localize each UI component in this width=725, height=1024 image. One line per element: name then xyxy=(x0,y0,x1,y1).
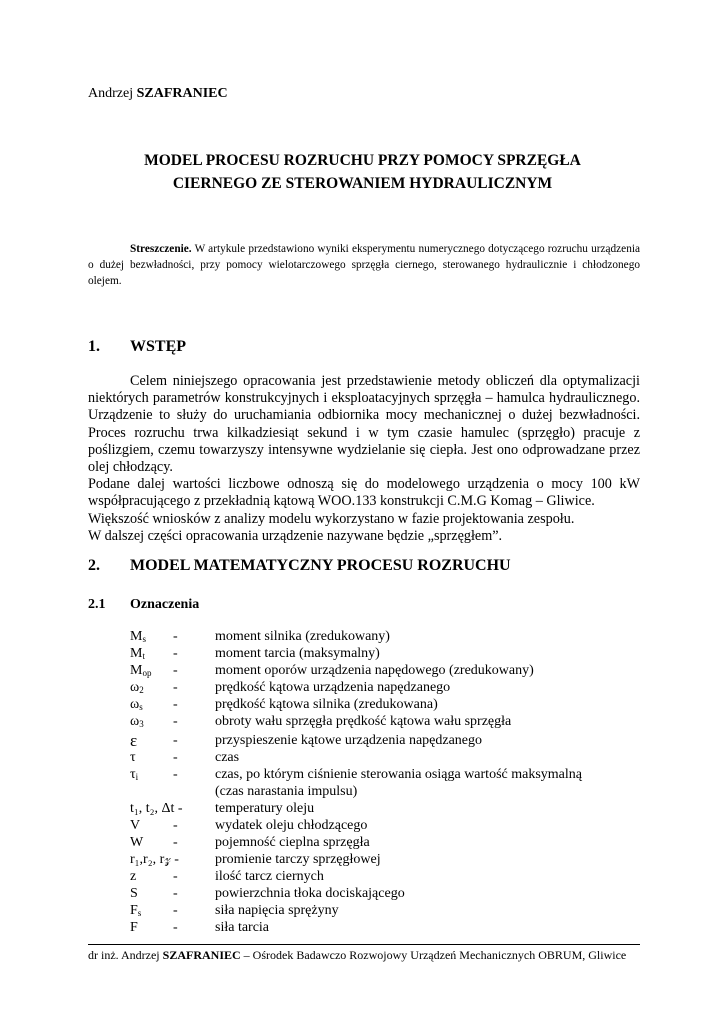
symbol: $\omega_3$ xyxy=(130,714,144,729)
subsection-2-1-title: Oznaczenia xyxy=(130,597,200,612)
footer-rule xyxy=(88,944,640,945)
symbol-dash: - xyxy=(173,903,178,918)
symbol-description: moment tarcia (maksymalny) xyxy=(215,646,380,661)
section-2-number: 2. xyxy=(88,557,100,574)
section-1-title: WSTĘP xyxy=(130,338,187,355)
footer-prefix: dr inż. Andrzej xyxy=(88,948,163,962)
symbol-description: czas, po którym ciśnienie sterowania osiąga wartość maksymalną xyxy=(215,767,582,782)
symbol: $\omega_s$ xyxy=(130,697,143,712)
symbol-dash: - xyxy=(173,697,178,712)
symbol-dash: - xyxy=(173,680,178,695)
symbol-description: temperatury oleju xyxy=(215,801,315,816)
symbol-description: czas xyxy=(215,750,240,765)
abstract-text: W artykule przedstawiono wyniki eksperymentu numerycznego dotyczącego rozruchu urządzenia o dużej bezwładności, przy pomocy wielotarczowego sprzęgła ciernego, sterowanego hydraulicznie i chłodzonego olejem. xyxy=(88,243,641,287)
symbol-dash: - xyxy=(173,646,178,661)
footer xyxy=(88,948,626,963)
intro-paragraph-2: Podane dalej wartości liczbowe odnoszą się do modelowego urządzenia o mocy 100 kW współpracującego z przekładnią kątową WOO.133 konstrukcji C.M.G Komag – Gliwice. xyxy=(88,476,640,510)
symbol: F xyxy=(130,920,138,935)
symbol-description: obroty wału sprzęgła prędkość kątowa wału sprzęgła xyxy=(215,714,512,729)
author-line xyxy=(88,86,228,102)
symbol-description: przyspieszenie kątowe urządzenia napędzanego xyxy=(215,733,483,748)
symbol: S xyxy=(130,886,138,901)
symbol-description: promienie tarczy sprzęgłowej xyxy=(215,852,381,867)
symbol: $M_{op}$ xyxy=(130,663,152,678)
symbol-dash: - xyxy=(173,869,178,884)
author-last-name: SZAFRANIEC xyxy=(136,86,228,101)
symbol-description: prędkość kątowa urządzenia napędzanego xyxy=(215,680,451,695)
footer-name: SZAFRANIEC xyxy=(162,948,241,962)
symbol-dash: - xyxy=(173,750,178,765)
symbol-description: powierzchnia tłoka dociskającego xyxy=(215,886,405,901)
section-1-number: 1. xyxy=(88,338,100,355)
author-first-name: Andrzej xyxy=(88,86,134,101)
symbol: ε xyxy=(130,731,138,750)
section-1-heading xyxy=(88,338,640,358)
symbol-description: moment silnika (zredukowany) xyxy=(215,629,390,644)
symbol: $\omega_2$ xyxy=(130,680,144,695)
subsection-2-1-heading xyxy=(88,597,640,615)
symbol-description: moment oporów urządzenia napędowego (zredukowany) xyxy=(215,663,534,678)
symbol: τ xyxy=(130,750,136,765)
symbol-dash: - xyxy=(173,835,178,850)
symbol-dash: - xyxy=(173,767,178,782)
symbol-dash: - xyxy=(173,714,178,729)
symbol-description: wydatek oleju chłodzącego xyxy=(215,818,368,833)
symbol-description: siła napięcia sprężyny xyxy=(215,903,339,918)
symbol: W xyxy=(130,835,144,850)
section-2-title: MODEL MATEMATYCZNY PROCESU ROZRUCHU xyxy=(130,557,511,574)
symbol: r₁,r₂, r𝓏 - xyxy=(130,852,179,867)
symbol: t₁, t₂, Δt - xyxy=(130,801,183,816)
paper-title-line-2: CIERNEGO ZE STEROWANIEM HYDRAULICZNYM xyxy=(172,175,553,192)
subsection-2-1-number: 2.1 xyxy=(88,597,106,612)
section-1-body xyxy=(88,373,640,545)
symbol: V xyxy=(130,818,141,833)
symbol-dash: - xyxy=(173,629,178,644)
symbol: $F_s$ xyxy=(130,903,142,918)
symbol-description: ilość tarcz ciernych xyxy=(215,869,324,884)
symbol-dash: - xyxy=(173,886,178,901)
section-2-heading xyxy=(88,557,640,577)
symbol-dash: - xyxy=(173,663,178,678)
intro-paragraph-3: Większość wniosków z analizy modelu wykorzystano w fazie projektowania zespołu. xyxy=(88,510,575,527)
symbol-description: (czas narastania impulsu) xyxy=(215,784,358,799)
intro-paragraph-1: Celem niniejszego opracowania jest przedstawienie metody obliczeń dla optymalizacji niektórych parametrów konstrukcyjnych i eksploatacyjnych sprzęgła – hamulca hydraulicznego. Urządzenie to służy do uruchamiania odbiornika mocy mechanicznej o dużej bezwładności. Proces rozruchu trwa kilkadziesiąt sekund i w tym czasie hamulec (sprzęgło) pracuje z poślizgiem, czemu towarzyszy intensywne wydzielanie się ciepła. Jest ono odprowadzane przez olej chłodzący. xyxy=(88,373,640,476)
footer-affiliation: – Ośrodek Badawczo Rozwojowy Urządzeń Mechanicznych OBRUM, Gliwice xyxy=(240,948,627,962)
abstract-label: Streszczenie. xyxy=(130,243,192,255)
symbol: $\tau_i$ xyxy=(130,767,139,782)
abstract xyxy=(88,241,640,289)
paper-title-line-1: MODEL PROCESU ROZRUCHU PRZY POMOCY SPRZĘGŁA xyxy=(144,152,581,169)
symbol: z xyxy=(130,869,137,884)
symbol-dash: - xyxy=(173,733,178,748)
symbol-description: siła tarcia xyxy=(215,920,270,935)
symbol: $M_t$ xyxy=(130,646,145,661)
intro-paragraph-4: W dalszej części opracowania urządzenie nazywane będzie „sprzęgłem”. xyxy=(88,527,503,544)
symbol-dash: - xyxy=(173,920,178,935)
symbol-description: pojemność cieplna sprzęgła xyxy=(215,835,370,850)
symbol-dash: - xyxy=(173,818,178,833)
symbol-description: prędkość kątowa silnika (zredukowana) xyxy=(215,697,438,712)
symbol: $M_s$ xyxy=(130,629,146,644)
